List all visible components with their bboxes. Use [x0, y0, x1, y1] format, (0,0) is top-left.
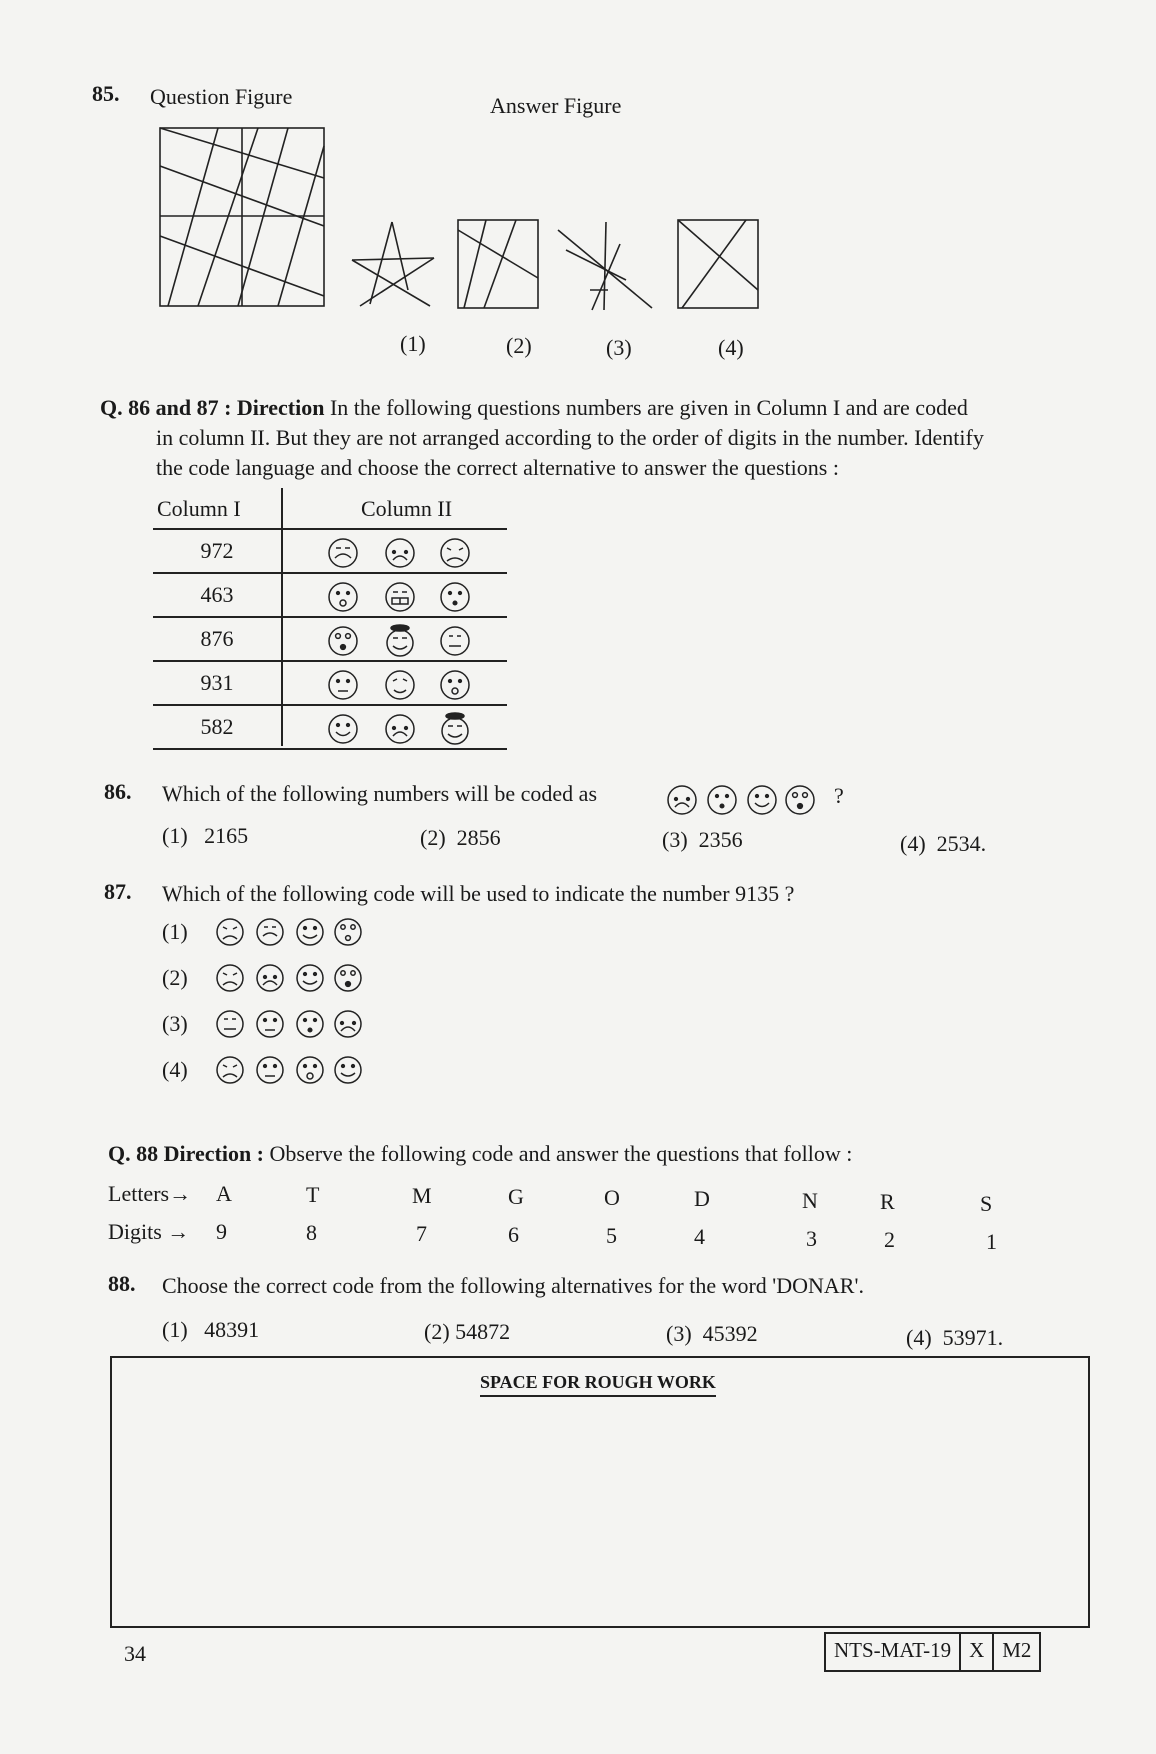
digit-cell: 2: [884, 1227, 895, 1252]
q85-answer-figure-3: [556, 220, 656, 312]
letter-cell: N: [802, 1188, 818, 1213]
option-label: (4): [900, 831, 926, 856]
q87-option-2-smileys: [214, 962, 374, 994]
q86-option-1: [162, 822, 248, 851]
page-number: 34: [124, 1641, 146, 1666]
direction-88-text: Observe the following code and answer the questions that follow :: [269, 1141, 853, 1166]
option-value: 54872: [455, 1319, 511, 1344]
letter-cell: M: [412, 1183, 432, 1208]
q85-question-figure: [158, 126, 328, 310]
table-row: [153, 706, 507, 750]
q88-option-2: [424, 1318, 510, 1347]
table-row: [153, 530, 507, 574]
q87-option-3-smileys: [214, 1008, 374, 1040]
q85-answer-label: Answer Figure: [490, 93, 622, 118]
direction-86-87-line3: the code language and choose the correct alternative to answer the questions :: [156, 455, 839, 480]
table-row: [153, 574, 507, 618]
rough-work-title: SPACE FOR ROUGH WORK: [480, 1372, 716, 1397]
q85-number: 85.: [92, 81, 120, 106]
paper-series: M2: [992, 1634, 1039, 1670]
q86-option-4: [900, 830, 986, 859]
digit-cell: 6: [508, 1222, 519, 1247]
q87-text: Which of the following code will be used to indicate the number 9135 ?: [162, 881, 795, 906]
option-value: 2165: [204, 823, 249, 848]
table-row: [153, 662, 507, 706]
option-label: (1): [162, 823, 188, 848]
q86-option-3: [662, 826, 743, 855]
row-number: 463: [200, 582, 234, 607]
q87-option-4-label: (4): [162, 1057, 188, 1082]
letter-cell: R: [880, 1189, 895, 1214]
letters-label: Letters→: [108, 1181, 192, 1206]
option-label: (2): [424, 1319, 450, 1344]
letter-cell: D: [694, 1186, 710, 1211]
direction-86-87-text1: In the following questions numbers are given in Column I and are coded: [329, 395, 968, 420]
q87-option-2-label: (2): [162, 965, 188, 990]
paper-code: NTS-MAT-19: [834, 1638, 952, 1662]
direction-86-87-lead: Q. 86 and 87 : Direction: [100, 395, 325, 420]
q87-option-1-label: (1): [162, 919, 188, 944]
q86-code-smileys: [666, 784, 826, 816]
row-code-smileys: [283, 624, 507, 658]
option-label: (3): [662, 827, 688, 852]
code-table: [153, 488, 507, 750]
q85-answer-figure-2: [456, 218, 540, 310]
option-value: 2534.: [936, 831, 987, 856]
paper-set: X: [959, 1634, 992, 1670]
row-code-smileys: [283, 536, 507, 570]
option-label: (2): [420, 825, 446, 850]
q88-option-1: [162, 1316, 259, 1345]
q86-text: Which of the following numbers will be coded as: [162, 781, 598, 806]
col1-header: Column I: [157, 496, 241, 521]
option-value: 53971.: [942, 1325, 1004, 1350]
digit-cell: 1: [986, 1229, 997, 1254]
letter-cell: A: [216, 1181, 232, 1206]
q87-option-4-smileys: [214, 1054, 374, 1086]
letter-cell: S: [980, 1191, 993, 1216]
row-number: 876: [200, 626, 234, 651]
digit-cell: 9: [216, 1219, 227, 1244]
q85-answer-figure-1: [350, 220, 436, 310]
option-value: 45392: [702, 1321, 758, 1346]
row-number: 972: [200, 538, 234, 563]
row-code-smileys: [283, 712, 507, 746]
digit-cell: 3: [806, 1226, 817, 1251]
q88-number: 88.: [108, 1271, 136, 1296]
option-label: (3): [666, 1321, 692, 1346]
row-code-smileys: [283, 580, 507, 614]
q85-option-4: (4): [718, 335, 744, 360]
q85-option-2: (2): [506, 333, 532, 358]
row-code-smileys: [283, 668, 507, 702]
letter-cell: T: [306, 1182, 320, 1207]
col2-header: Column II: [361, 496, 453, 521]
direction-88-lead: Q. 88 Direction :: [108, 1141, 265, 1166]
q85-answer-figure-4: [676, 218, 760, 310]
digit-cell: 5: [606, 1223, 617, 1248]
rough-work-box: [110, 1356, 1090, 1628]
option-value: 48391: [204, 1317, 260, 1342]
direction-86-87-line1: [100, 394, 1100, 423]
row-number: 931: [200, 670, 234, 695]
table-header: [153, 488, 507, 530]
q87-number: 87.: [104, 879, 132, 904]
q86-option-2: [420, 824, 501, 853]
q86-end: ?: [834, 783, 844, 808]
direction-88: [108, 1140, 1108, 1169]
digit-cell: 4: [694, 1224, 705, 1249]
q87-option-1-smileys: [214, 916, 374, 948]
q85-option-3: (3): [606, 335, 632, 360]
digits-label: Digits →: [108, 1219, 190, 1244]
q86-number: 86.: [104, 779, 132, 804]
table-row: [153, 618, 507, 662]
paper-code-box: [824, 1632, 1041, 1672]
q88-option-4: [906, 1324, 1003, 1353]
q88-text: Choose the correct code from the following alternatives for the word 'DONAR'.: [162, 1273, 864, 1298]
letter-cell: O: [604, 1185, 620, 1210]
option-label: (4): [906, 1325, 932, 1350]
q87-option-3-label: (3): [162, 1011, 188, 1036]
q88-option-3: [666, 1320, 758, 1349]
option-value: 2856: [456, 825, 501, 850]
direction-86-87-line2: in column II. But they are not arranged according to the order of digits in the number. Identify: [156, 425, 984, 450]
row-number: 582: [200, 714, 234, 739]
option-value: 2356: [698, 827, 743, 852]
option-label: (1): [162, 1317, 188, 1342]
letter-cell: G: [508, 1184, 524, 1209]
q85-question-label: Question Figure: [150, 84, 293, 109]
q85-option-1: (1): [400, 331, 426, 356]
digit-cell: 8: [306, 1220, 317, 1245]
digit-cell: 7: [416, 1221, 427, 1246]
